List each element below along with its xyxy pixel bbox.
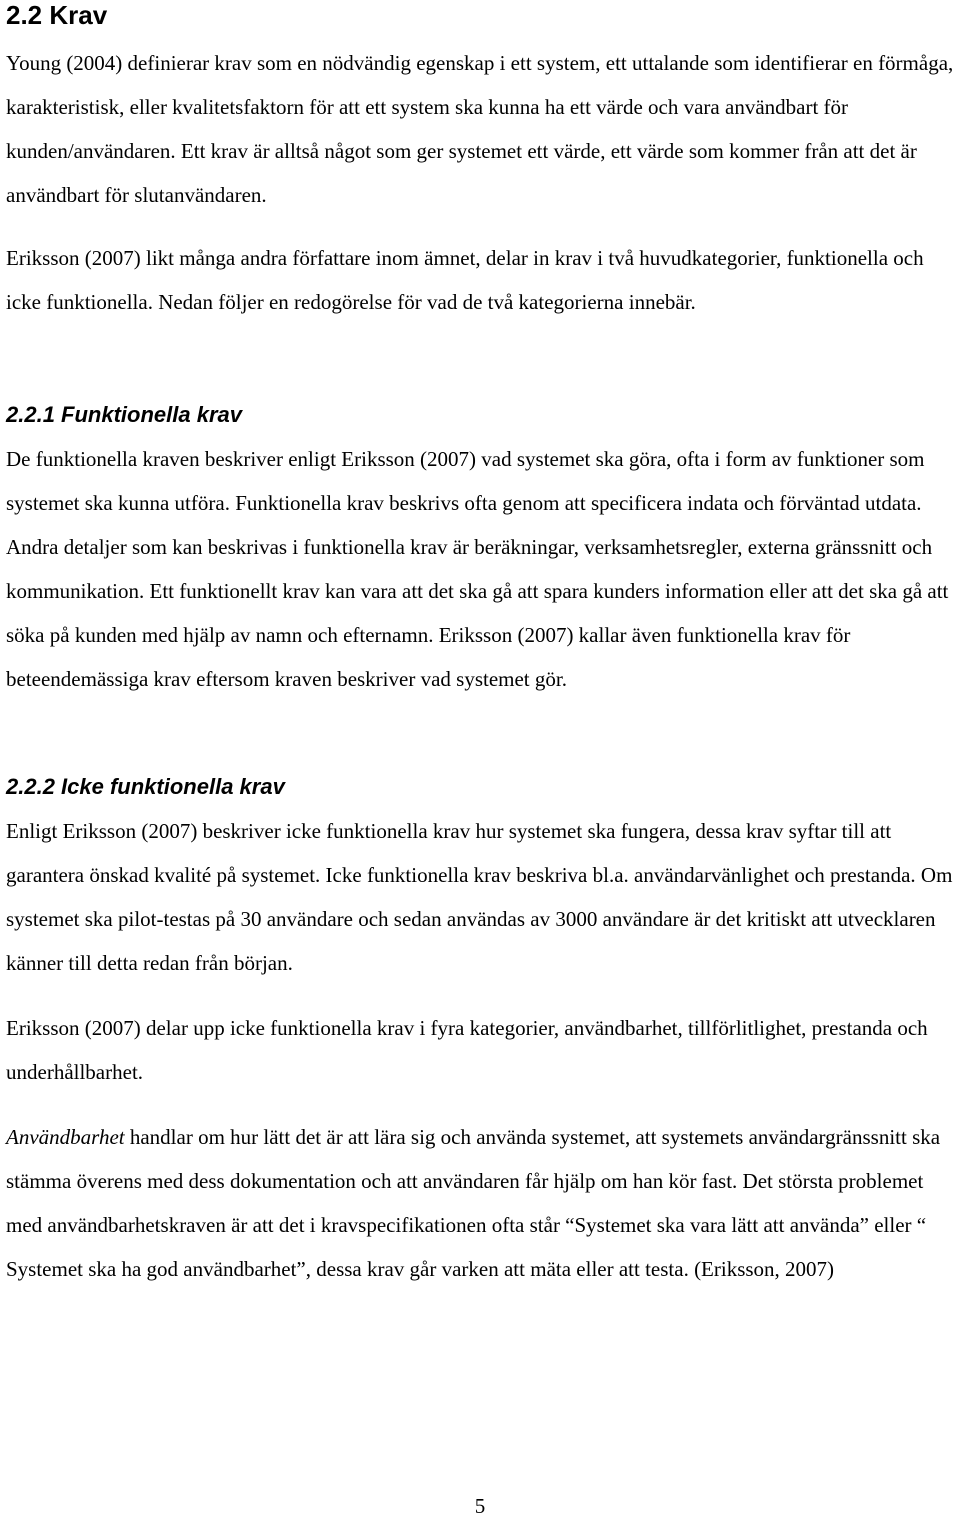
body-paragraph: Enligt Eriksson (2007) beskriver icke funktionella krav hur systemet ska fungera, dessa krav syftar till att garantera önskad kvalité på systemet. Icke funktionella krav beskriva bl.a. användarvänlighet och prestanda. Om systemet ska pilot-testas på 30 användare och sedan användas av 3000 användare är det kritiskt att utvecklaren känner till detta redan från början.: [6, 819, 953, 975]
subsection-heading: 2.2.2 Icke funktionella krav: [6, 774, 285, 799]
subsection-heading: 2.2.1 Funktionella krav: [6, 402, 242, 427]
body-paragraph: Eriksson (2007) delar upp icke funktionella krav i fyra kategorier, användbarhet, tillförlitlighet, prestanda och underhållbarhet.: [6, 1016, 928, 1084]
section-heading: 2.2 Krav: [6, 0, 108, 30]
body-paragraph: Young (2004) definierar krav som en nödvändig egenskap i ett system, ett uttalande som identifierar en förmåga, karakteristisk, eller kvalitetsfaktorn för att ett system ska kunna ha ett värde och vara användbart för kunden/användaren. Ett krav är alltså något som ger systemet ett värde, ett värde som kommer från att det är användbart för slutanvändaren.: [6, 51, 954, 207]
emphasized-term: Användbarhet: [6, 1125, 125, 1149]
body-paragraph: [6, 1115, 960, 1291]
body-paragraph: De funktionella kraven beskriver enligt Eriksson (2007) vad systemet ska göra, ofta i form av funktioner som systemet ska kunna utföra. Funktionella krav beskrivs ofta genom att specificera indata och förväntad utdata. Andra detaljer som kan beskrivas i funktionella krav är beräkningar, verksamhetsregler, externa gränssnitt och kommunikation. Ett funktionellt krav kan vara att det ska gå att spara kunders information eller att det ska gå att söka på kunden med hjälp av namn och efternamn. Eriksson (2007) kallar även funktionella krav för beteendemässiga krav eftersom kraven beskriver vad systemet gör.: [6, 447, 949, 691]
paragraph-text: handlar om hur lätt det är att lära sig och använda systemet, att systemets användargränssnitt ska stämma överens med dess dokumentation och att användaren får hjälp om han kör fast. Det största problemet med användbarhetskraven är att det i kravspecifikationen ofta står “Systemet ska vara lätt att använda” eller “ Systemet ska ha god användbarhet”, dessa krav går varken att mäta eller att testa. (Eriksson, 2007): [6, 1125, 941, 1281]
body-paragraph: Eriksson (2007) likt många andra författare inom ämnet, delar in krav i två huvudkategorier, funktionella och icke funktionella. Nedan följer en redogörelse för vad de två kategorierna innebär.: [6, 246, 924, 314]
page-number: 5: [474, 1494, 486, 1518]
